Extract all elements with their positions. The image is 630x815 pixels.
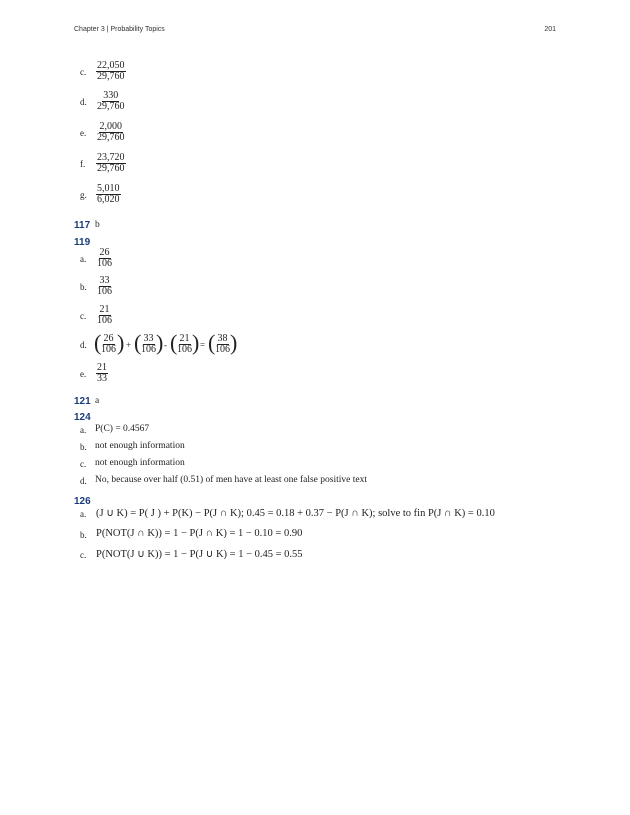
fraction xyxy=(96,248,113,269)
math-expression: (J ∪ K) = P( J ) + P(K) − P(J ∩ K); 0.45 = 0.18 + 0.37 − P(J ∩ K); solve to fin P(J ∩ K) = 0.10 xyxy=(96,508,495,519)
equals-sign: = xyxy=(200,340,206,350)
denominator: 29,760 xyxy=(97,71,125,82)
running-header-chapter: Chapter 3 | Probability Topics xyxy=(74,26,165,33)
plus-sign: + xyxy=(126,340,132,350)
numerator: 2,000 xyxy=(99,121,122,132)
numerator: 21 xyxy=(179,333,190,344)
denominator: 29,760 xyxy=(97,163,125,174)
item-label: e. xyxy=(80,128,87,138)
answer-117: b xyxy=(95,220,100,230)
answer-text: P(C) = 0.4567 xyxy=(95,424,150,434)
fraction xyxy=(96,91,126,112)
item-label: b. xyxy=(80,442,87,452)
right-paren: ) xyxy=(230,330,238,355)
fraction xyxy=(96,305,113,326)
item-label: d. xyxy=(80,340,87,350)
question-number-117: 117 xyxy=(74,220,91,231)
right-paren: ) xyxy=(117,330,125,355)
fraction xyxy=(96,276,113,297)
question-number-121: 121 xyxy=(74,396,91,407)
right-paren: ) xyxy=(156,330,164,355)
denominator: 33 xyxy=(97,373,107,384)
item-label: a. xyxy=(80,509,87,519)
numerator: 23,720 xyxy=(97,152,125,163)
item-label: a. xyxy=(80,254,87,264)
numerator: 21 xyxy=(97,362,107,373)
item-label: f. xyxy=(80,159,86,169)
fraction xyxy=(96,153,126,174)
page-number: 201 xyxy=(544,26,556,33)
fraction xyxy=(96,184,121,205)
math-expression: P(NOT(J ∩ K)) = 1 − P(J ∩ K) = 1 − 0.10 = 0.90 xyxy=(96,528,303,539)
numerator: 5,010 xyxy=(97,183,120,194)
fraction xyxy=(96,122,126,143)
minus-sign: - xyxy=(164,340,167,350)
denominator: 29,760 xyxy=(97,132,125,143)
item-label: g. xyxy=(80,190,87,200)
fraction xyxy=(176,334,193,355)
item-label: a. xyxy=(80,425,87,435)
question-number-126: 126 xyxy=(74,496,91,507)
left-paren: ( xyxy=(170,330,178,355)
item-label: c. xyxy=(80,311,87,321)
right-paren: ) xyxy=(192,330,200,355)
item-label: b. xyxy=(80,530,87,540)
fraction xyxy=(96,363,108,384)
math-expression: P(NOT(J ∪ K)) = 1 − P(J ∪ K) = 1 − 0.45 = 0.55 xyxy=(96,549,303,560)
numerator: 33 xyxy=(99,275,110,286)
denominator: 106 xyxy=(215,344,230,355)
numerator: 38 xyxy=(217,333,228,344)
numerator: 21 xyxy=(99,304,110,315)
numerator: 330 xyxy=(103,90,119,101)
denominator: 6,020 xyxy=(97,194,120,205)
fraction xyxy=(100,334,117,355)
fraction xyxy=(214,334,231,355)
answer-text: not enough information xyxy=(95,441,185,451)
answer-121: a xyxy=(95,396,100,406)
answer-text: No, because over half (0.51) of men have at least one false positive text xyxy=(95,475,367,485)
question-number-124: 124 xyxy=(74,412,91,423)
fraction xyxy=(96,61,126,82)
numerator: 26 xyxy=(99,247,110,258)
fraction xyxy=(140,334,157,355)
denominator: 106 xyxy=(141,344,156,355)
answer-text: not enough information xyxy=(95,458,185,468)
numerator: 26 xyxy=(103,333,114,344)
item-label: b. xyxy=(80,282,87,292)
item-label: d. xyxy=(80,97,87,107)
denominator: 106 xyxy=(97,286,112,297)
denominator: 106 xyxy=(177,344,192,355)
denominator: 106 xyxy=(97,315,112,326)
item-label: e. xyxy=(80,369,87,379)
left-paren: ( xyxy=(94,330,102,355)
item-label: c. xyxy=(80,459,87,469)
left-paren: ( xyxy=(134,330,142,355)
denominator: 106 xyxy=(101,344,116,355)
left-paren: ( xyxy=(208,330,216,355)
question-number-119: 119 xyxy=(74,237,91,248)
denominator: 106 xyxy=(97,258,112,269)
numerator: 33 xyxy=(143,333,154,344)
denominator: 29,760 xyxy=(97,101,125,112)
item-label: c. xyxy=(80,67,87,77)
item-label: c. xyxy=(80,550,87,560)
numerator: 22,050 xyxy=(97,60,125,71)
item-label: d. xyxy=(80,476,87,486)
